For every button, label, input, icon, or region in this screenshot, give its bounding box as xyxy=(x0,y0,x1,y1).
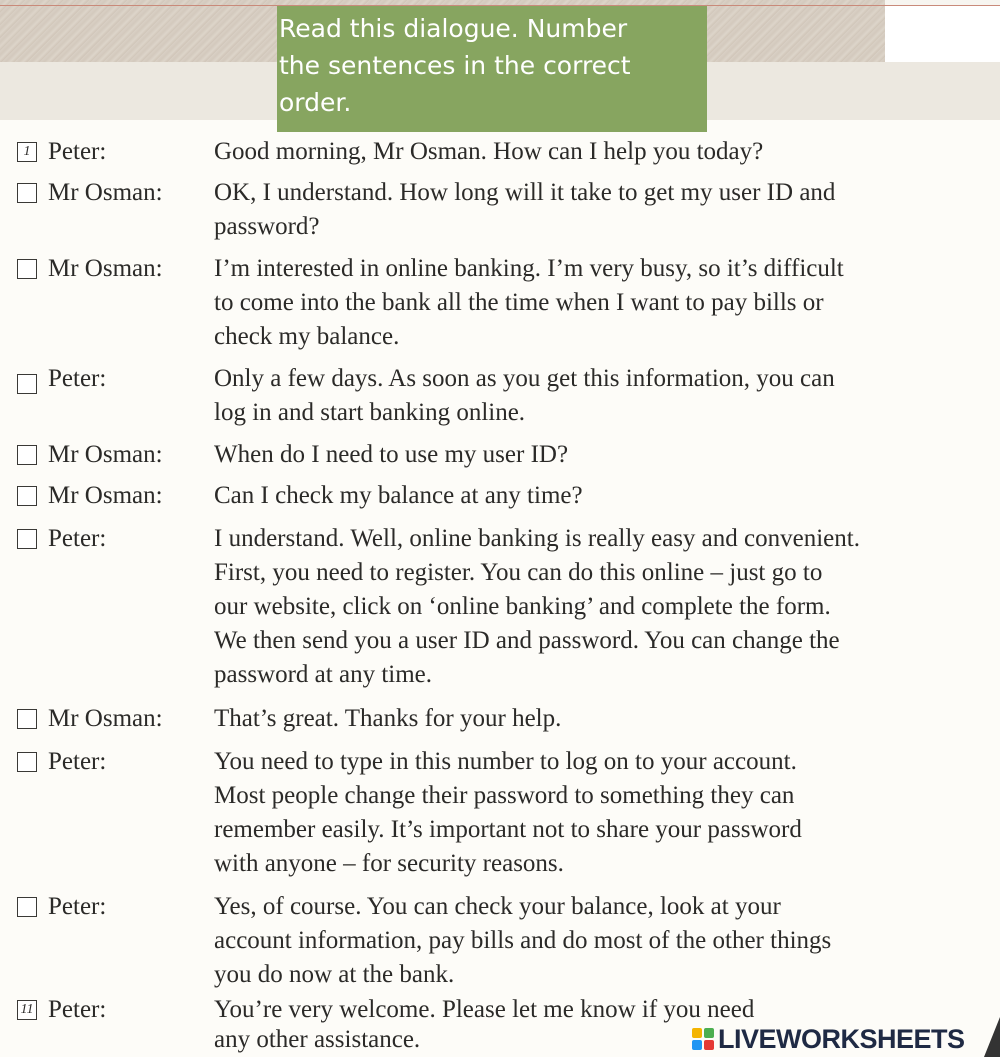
dialogue-line: password at any time. xyxy=(214,661,433,688)
dialogue-line: any other assistance. xyxy=(214,1026,421,1053)
dialogue-line: You’re very welcome. Please let me know if you need xyxy=(214,996,755,1023)
instruction-line-1: Read this dialogue. Number xyxy=(279,14,628,43)
order-box[interactable] xyxy=(17,486,37,506)
dialogue-line: Only a few days. As soon as you get this information, you can xyxy=(214,365,835,392)
liveworksheets-logo-icon xyxy=(692,1028,714,1050)
speaker-label: Peter: xyxy=(48,748,107,775)
dialogue-line: account information, pay bills and do most of the other things xyxy=(214,927,832,954)
order-box[interactable] xyxy=(17,374,37,394)
liveworksheets-logo xyxy=(692,1022,965,1056)
dialogue-line: First, you need to register. You can do this online – just go to xyxy=(214,559,823,586)
logo-tile xyxy=(692,1028,702,1038)
liveworksheets-wordmark: LIVEWORKSHEETS xyxy=(718,1023,965,1054)
dialogue-line: OK, I understand. How long will it take to get my user ID and xyxy=(214,179,836,206)
order-box[interactable] xyxy=(17,183,37,203)
dialogue-line: to come into the bank all the time when I want to pay bills or xyxy=(214,289,824,316)
dialogue-line: you do now at the bank. xyxy=(214,961,455,988)
dialogue-line: remember easily. It’s important not to share your password xyxy=(214,816,802,843)
order-box[interactable]: 11 xyxy=(17,1000,37,1020)
logo-tile xyxy=(704,1040,714,1050)
page-corner-fold xyxy=(984,1017,1000,1057)
order-box[interactable] xyxy=(17,445,37,465)
dialogue-line: Most people change their password to something they can xyxy=(214,782,795,809)
speaker-label: Peter: xyxy=(48,138,107,165)
speaker-label: Mr Osman: xyxy=(48,179,163,206)
speaker-label: Peter: xyxy=(48,893,107,920)
speaker-label: Mr Osman: xyxy=(48,705,163,732)
dialogue-line: When do I need to use my user ID? xyxy=(214,441,569,468)
speaker-label: Peter: xyxy=(48,525,107,552)
header-white-block xyxy=(885,6,1000,62)
dialogue-line: with anyone – for security reasons. xyxy=(214,850,564,877)
order-box[interactable] xyxy=(17,897,37,917)
order-box[interactable] xyxy=(17,529,37,549)
dialogue-line: That’s great. Thanks for your help. xyxy=(214,705,562,732)
dialogue-line: You need to type in this number to log on to your account. xyxy=(214,748,797,775)
dialogue-line: I understand. Well, online banking is really easy and convenient. xyxy=(214,525,860,552)
dialogue-line: log in and start banking online. xyxy=(214,399,526,426)
order-box[interactable]: 1 xyxy=(17,142,37,162)
dialogue-line: Good morning, Mr Osman. How can I help you today? xyxy=(214,138,764,165)
dialogue-line: our website, click on ‘online banking’ and complete the form. xyxy=(214,593,831,620)
dialogue-line: check my balance. xyxy=(214,323,400,350)
order-box[interactable] xyxy=(17,752,37,772)
dialogue-line: We then send you a user ID and password. You can change the xyxy=(214,627,840,654)
dialogue-line: Can I check my balance at any time? xyxy=(214,482,583,509)
speaker-label: Peter: xyxy=(48,365,107,392)
order-box[interactable] xyxy=(17,709,37,729)
order-box[interactable] xyxy=(17,259,37,279)
dialogue-line: Yes, of course. You can check your balance, look at your xyxy=(214,893,781,920)
instruction-box xyxy=(277,6,707,132)
speaker-label: Peter: xyxy=(48,996,107,1023)
logo-tile xyxy=(692,1040,702,1050)
instruction-line-3: order. xyxy=(279,88,352,117)
dialogue-line: I’m interested in online banking. I’m very busy, so it’s difficult xyxy=(214,255,844,282)
dialogue-line: password? xyxy=(214,213,320,240)
speaker-label: Mr Osman: xyxy=(48,441,163,468)
instruction-line-2: the sentences in the correct xyxy=(279,51,631,80)
logo-tile xyxy=(704,1028,714,1038)
speaker-label: Mr Osman: xyxy=(48,482,163,509)
speaker-label: Mr Osman: xyxy=(48,255,163,282)
